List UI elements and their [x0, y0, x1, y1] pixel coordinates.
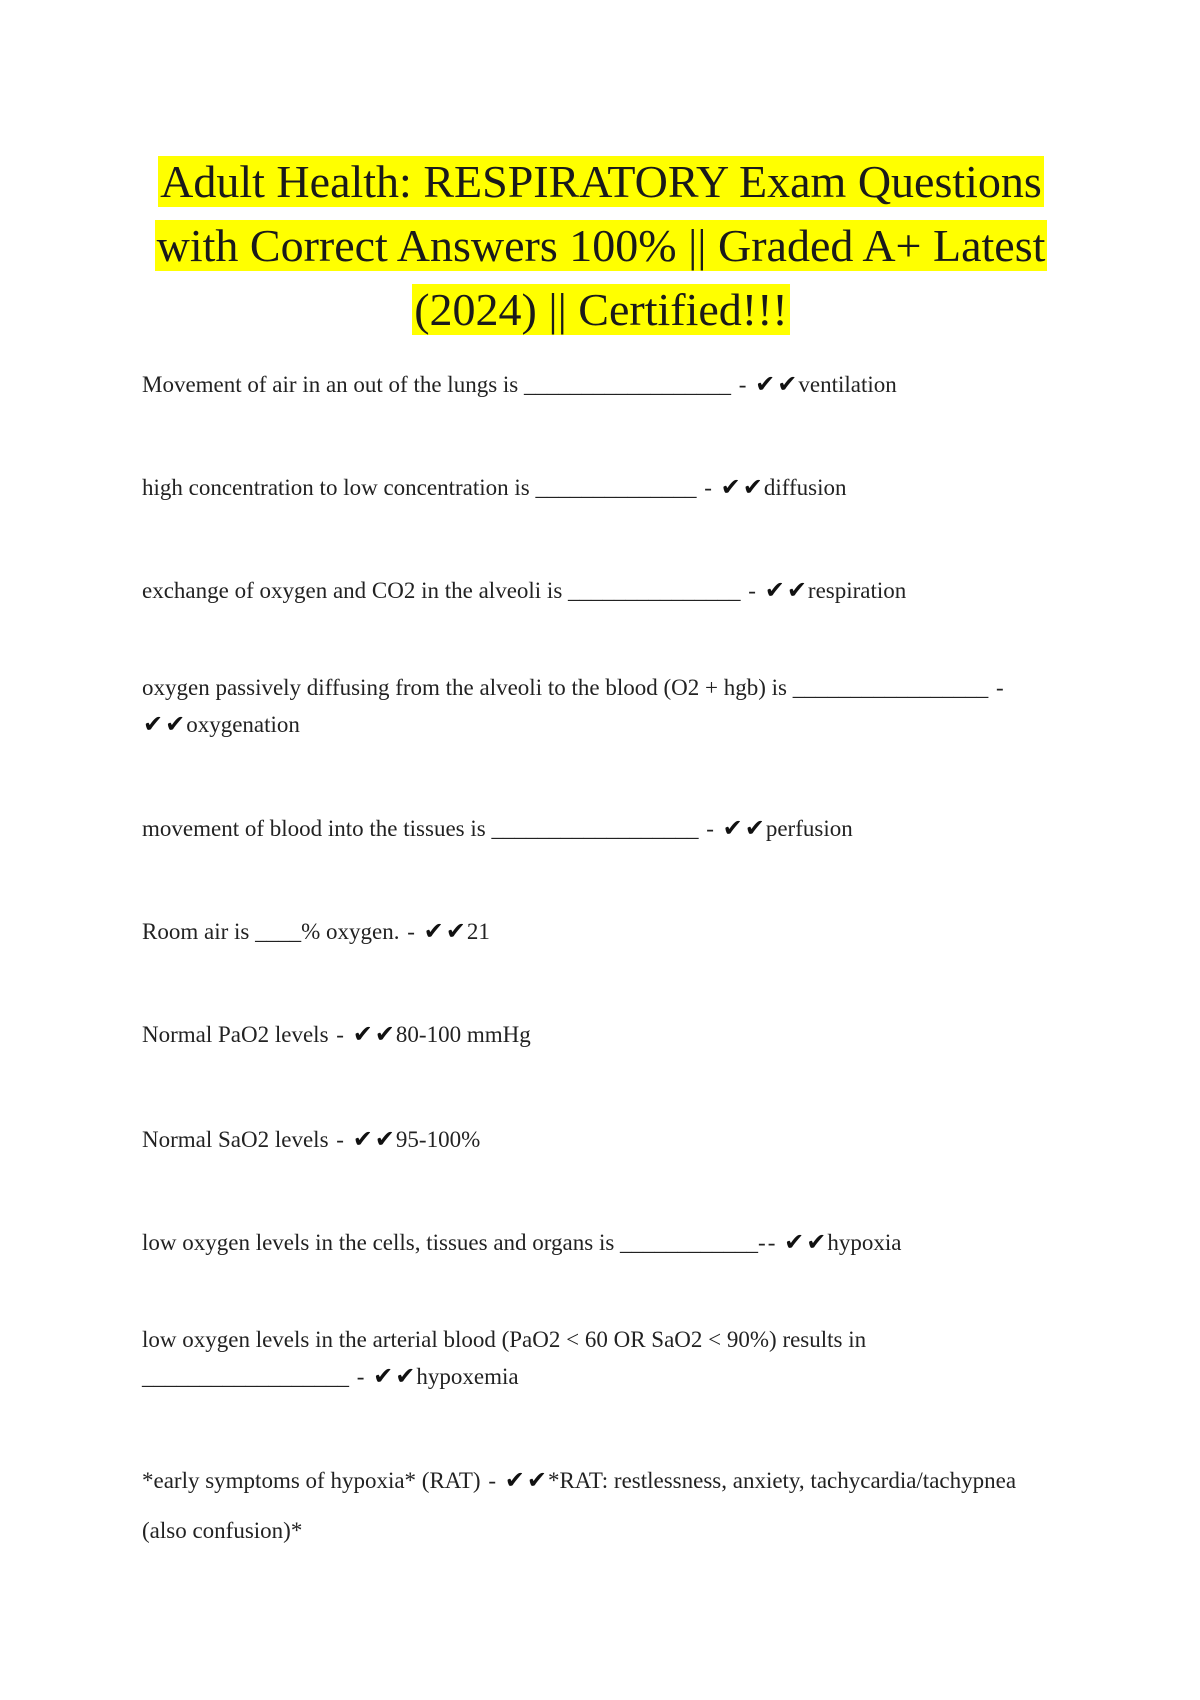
qa-item — [142, 810, 1062, 847]
separator: - — [488, 1468, 496, 1493]
checkmark-icon: ✔ — [742, 473, 763, 501]
separator: - — [706, 816, 714, 841]
question-text: Normal PaO2 levels — [142, 1022, 329, 1047]
separator: - — [704, 475, 712, 500]
question-text: exchange of oxygen and CO2 in the alveoli is _______________ — [142, 578, 741, 603]
checkmark-icon: ✔ — [777, 370, 798, 398]
answer-text: hypoxemia — [416, 1364, 519, 1389]
checkmark-icon: ✔ — [786, 576, 807, 604]
checkmark-icon: ✔ — [445, 917, 466, 945]
checkmark-icon: ✔ — [352, 1125, 373, 1153]
qa-item — [142, 1224, 1062, 1261]
checkmark-icon: ✔ — [352, 1020, 373, 1048]
answer-text: oxygenation — [186, 712, 300, 737]
separator: - — [995, 675, 1004, 700]
question-text: Movement of air in an out of the lungs is __________________ — [142, 372, 731, 397]
answer-text: 21 — [466, 919, 490, 944]
question-text: Normal SaO2 levels — [142, 1127, 329, 1152]
qa-item — [142, 670, 1062, 743]
checkmark-icon: ✔ — [744, 814, 765, 842]
answer-text: 95-100% — [395, 1127, 481, 1152]
question-text: movement of blood into the tissues is __________________ — [142, 816, 699, 841]
separator: - — [407, 919, 415, 944]
answer-text: perfusion — [765, 816, 853, 841]
separator: - — [748, 578, 756, 603]
checkmark-icon: ✔ — [784, 1228, 805, 1256]
qa-item — [142, 469, 1062, 506]
separator: - — [738, 372, 747, 397]
checkmark-icon: ✔ — [755, 370, 776, 398]
answer-text: hypoxia — [827, 1230, 902, 1255]
answer-text: 80-100 mmHg — [395, 1022, 531, 1047]
checkmark-icon: ✔ — [504, 1466, 525, 1494]
separator: - — [356, 1364, 365, 1389]
separator: - — [336, 1127, 344, 1152]
document-title — [142, 150, 1060, 342]
answer-text: ventilation — [798, 372, 897, 397]
checkmark-icon: ✔ — [395, 1362, 416, 1390]
title-line-2: with Correct Answers 100% || Graded A+ Latest — [156, 220, 1046, 271]
answer-text: *RAT: restlessness, anxiety, tachycardia/tachypnea (also confusion)* — [142, 1468, 1017, 1543]
qa-item — [142, 1455, 1062, 1556]
qa-item — [142, 913, 1062, 950]
qa-item — [142, 1121, 1062, 1158]
answer-text: diffusion — [763, 475, 847, 500]
question-text: Room air is ____% oxygen. — [142, 919, 400, 944]
checkmark-icon: ✔ — [373, 1362, 394, 1390]
separator: - — [336, 1022, 344, 1047]
question-text: *early symptoms of hypoxia* (RAT) — [142, 1468, 481, 1493]
qa-item — [142, 1016, 1062, 1053]
qa-item — [142, 1322, 1062, 1395]
qa-item — [142, 366, 1062, 403]
answer-text: respiration — [807, 578, 907, 603]
checkmark-icon: ✔ — [722, 814, 743, 842]
question-text: low oxygen levels in the arterial blood (PaO2 < 60 OR SaO2 < 90%) results in __________________ — [142, 1327, 867, 1389]
checkmark-icon: ✔ — [165, 710, 186, 738]
checkmark-icon: ✔ — [374, 1020, 395, 1048]
question-text: high concentration to low concentration is ______________ — [142, 475, 697, 500]
checkmark-icon: ✔ — [374, 1125, 395, 1153]
checkmark-icon: ✔ — [143, 710, 164, 738]
separator: - — [767, 1230, 776, 1255]
checkmark-icon: ✔ — [720, 473, 741, 501]
checkmark-icon: ✔ — [806, 1228, 827, 1256]
checkmark-icon: ✔ — [423, 917, 444, 945]
title-line-1: Adult Health: RESPIRATORY Exam Questions — [160, 156, 1042, 207]
question-text: oxygen passively diffusing from the alveoli to the blood (O2 + hgb) is _________________ — [142, 675, 989, 700]
title-line-3: (2024) || Certified!!! — [414, 284, 788, 335]
checkmark-icon: ✔ — [764, 576, 785, 604]
question-text: low oxygen levels in the cells, tissues and organs is ____________- — [142, 1230, 766, 1255]
qa-item — [142, 572, 1062, 609]
checkmark-icon: ✔ — [526, 1466, 547, 1494]
